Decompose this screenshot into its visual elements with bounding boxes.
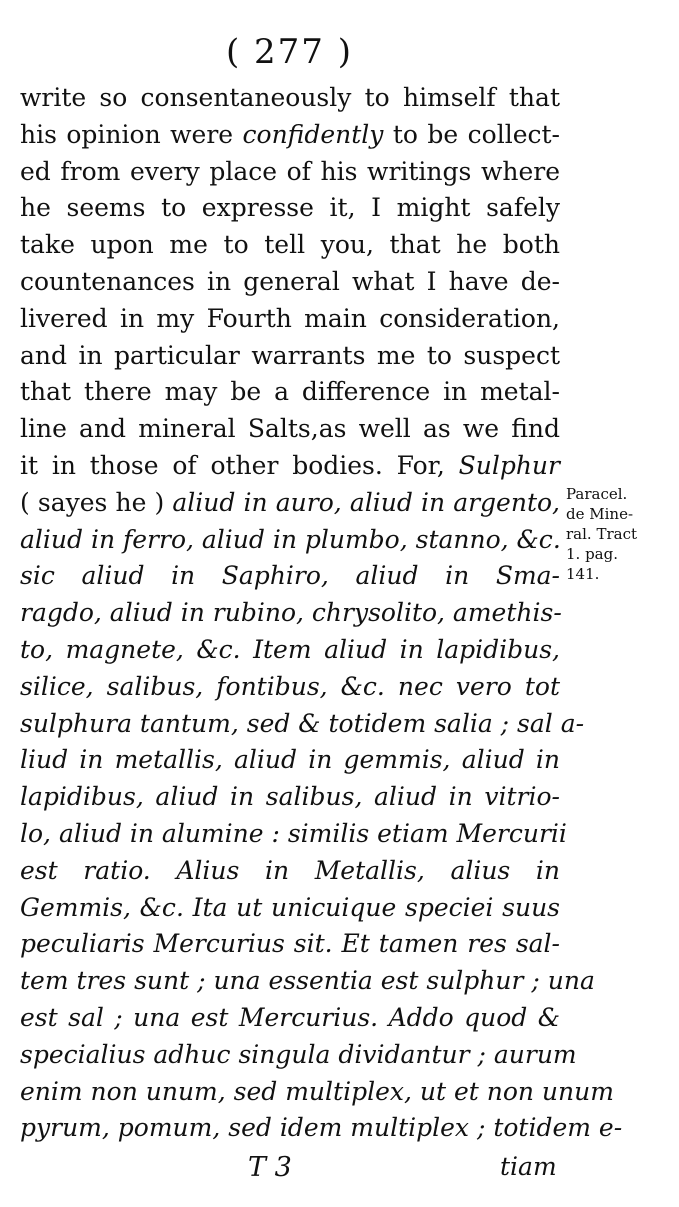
text-line: to, magnete, &c. Item aliud in lapidibus, [20, 634, 560, 664]
text-line: enim non unum, sed multiplex, ut et non unum [20, 1076, 614, 1106]
text-line: liud in metallis, aliud in gemmis, aliud in [20, 745, 560, 775]
text-line: line and mineral Salts,as well as we find [20, 414, 560, 444]
italic-word: confidently [242, 119, 384, 149]
text-line: lapidibus, aliud in salibus, aliud in vitrio- [20, 782, 560, 812]
text-line: write so consentaneously to himself that [20, 83, 560, 112]
text-line: aliud in ferro, aliud in plumbo, stanno, &c. [20, 524, 561, 554]
text-line: sic aliud in Saphiro, aliud in Sma- [20, 561, 560, 591]
text-line: specialius adhuc singula dividantur ; aurum [20, 1039, 577, 1069]
marginal-note-line: 1. pag. [566, 545, 618, 563]
text-line: Gemmis, &c. Ita ut unicuique speciei suus [20, 892, 560, 922]
italic-run: aliud in auro, aliud in argento, [172, 487, 560, 517]
text-line: livered in my Fourth main consideration, [20, 303, 560, 333]
text-line [20, 485, 560, 522]
marginal-note-line: Paracel. [566, 485, 628, 503]
marginal-note-line: de Mine- [566, 505, 634, 523]
text-line: est sal ; una est Mercurius. Addo quod & [20, 1002, 560, 1032]
signature-mark: T 3 [248, 1152, 292, 1183]
catchword: tiam [500, 1152, 557, 1181]
marginal-note-line: 141. [566, 565, 600, 583]
text-line: silice, salibus, fontibus, &c. nec vero tot [20, 671, 560, 701]
text-line: sulphura tantum, sed & totidem salia ; sal a- [20, 708, 585, 738]
text-line [20, 117, 560, 154]
italic-word: Sulphur [458, 450, 560, 480]
page-number: ( 277 ) [225, 32, 354, 72]
text-line: ed from every place of his writings where [20, 156, 560, 186]
text-line: and in particular warrants me to suspect [20, 340, 560, 370]
text-line: take upon me to tell you, that he both [20, 230, 560, 260]
text-line: ragdo, aliud in rubino, chrysolito, amethis- [20, 598, 562, 628]
text-run: to be collect- [383, 119, 560, 149]
text-run: it in those of other bodies. For, [20, 450, 459, 480]
text-line: peculiaris Mercurius sit. Et tamen res sal- [20, 929, 560, 959]
text-line: countenances in general what I have de- [20, 266, 560, 296]
marginal-note-line: ral. Tract [566, 525, 637, 543]
text-line: lo, aliud in alumine : similis etiam Mercurii [20, 818, 567, 848]
marginal-note [566, 484, 676, 584]
text-run: his opinion were [20, 119, 243, 149]
text-line [20, 448, 560, 485]
text-line: he seems to expresse it, I might safely [20, 193, 560, 223]
text-line: pyrum, pomum, sed idem multiplex ; totidem e- [20, 1113, 623, 1143]
text-line: tem tres sunt ; una essentia est sulphur ; una [20, 966, 595, 996]
text-line: est ratio. Alius in Metallis, alius in [20, 855, 560, 885]
text-run: ( sayes he ) [20, 487, 173, 517]
text-line: that there may be a difference in metal- [20, 377, 560, 407]
